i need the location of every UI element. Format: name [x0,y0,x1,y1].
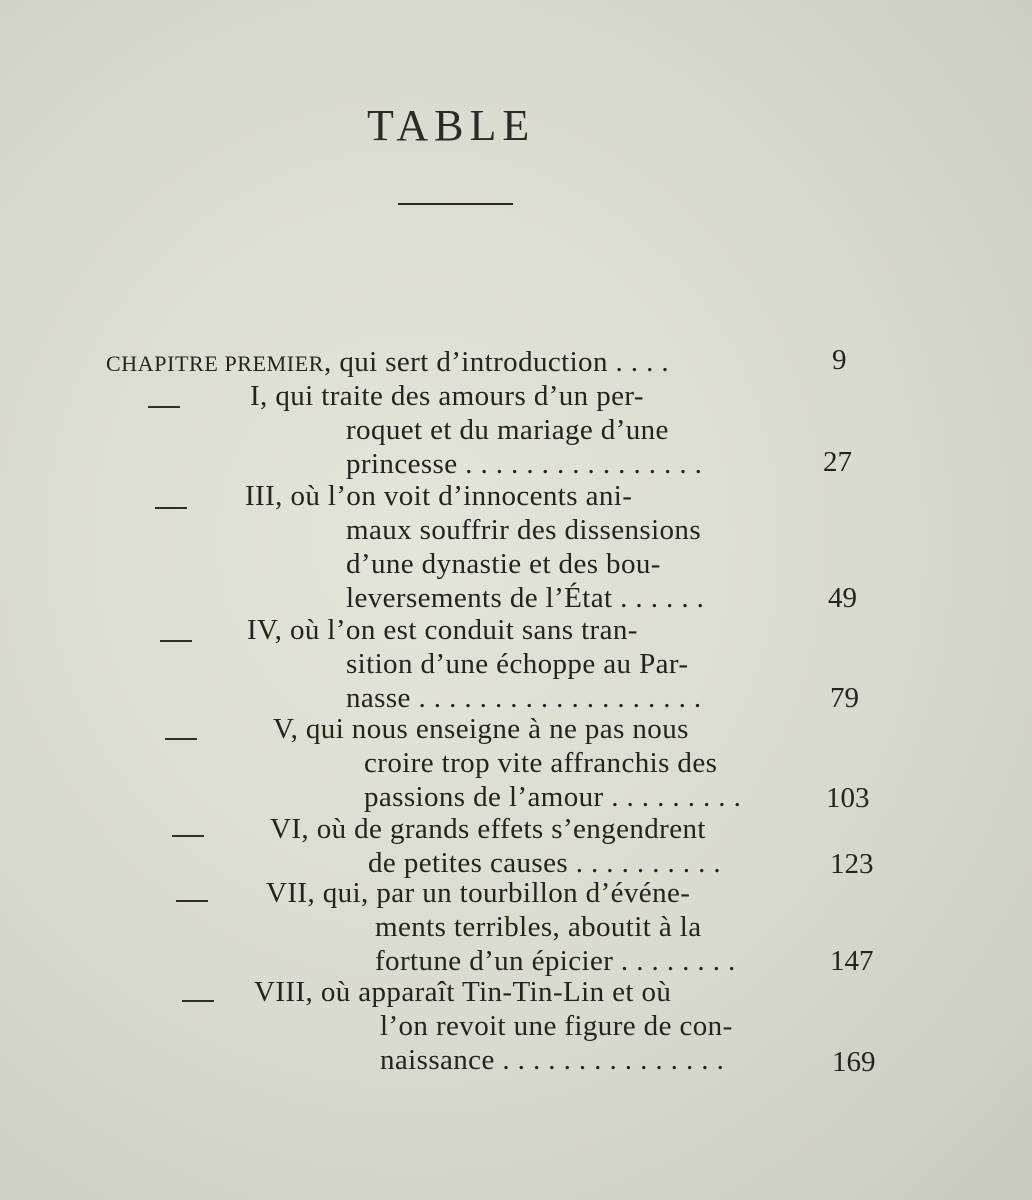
toc-entry-2-page: 49 [828,582,857,614]
toc-entry-2-dash [155,507,187,509]
toc-entry-3-page: 79 [830,682,859,714]
toc-entry-1-line-1: roquet et du mariage d’une [346,414,669,446]
toc-entry-4-line-2: passions de l’amour . . . . . . . . . [364,781,742,813]
toc-entry-1-page: 27 [823,446,852,478]
toc-entry-6-page: 147 [830,945,874,977]
toc-entry-0-text: , qui sert d’introduction . . . . [324,346,670,378]
toc-entry-3-dash [160,640,192,642]
toc-entry-2-line-1: maux souffrir des dissensions [346,514,702,546]
toc-entry-7-line-0: VIII, où apparaît Tin-Tin-Lin et où [254,976,672,1008]
toc-entry-7-line-1: l’on revoit une figure de con- [380,1010,733,1042]
toc-entry-3-line-2: nasse . . . . . . . . . . . . . . . . . . . [346,682,702,714]
title-rule [398,203,513,205]
toc-entry-7-page: 169 [832,1046,876,1078]
toc-entry-6-dash [176,900,208,902]
toc-entry-5-dash [172,835,204,837]
toc-entry-4-line-0: V, qui nous enseigne à ne pas nous [273,713,689,745]
toc-entry-1-line-2: princesse . . . . . . . . . . . . . . . . [346,448,703,480]
toc-entry-1-dash [148,406,180,408]
toc-entry-3-line-1: sition d’une échoppe au Par- [346,648,689,680]
page-title: TABLE [367,101,536,150]
toc-entry-2-line-3: leversements de l’État . . . . . . [346,582,705,614]
toc-entry-2-line-2: d’une dynastie et des bou- [346,548,661,580]
toc-entry-4-page: 103 [826,782,870,814]
toc-entry-2-line-0: III, où l’on voit d’innocents ani- [245,480,633,512]
toc-entry-5-page: 123 [830,848,874,880]
toc-entry-7-line-2: naissance . . . . . . . . . . . . . . . [380,1044,725,1076]
toc-entry-5-line-0: VI, où de grands effets s’engendrent [270,813,706,845]
toc-entry-7-dash [182,1000,214,1002]
toc-entry-6-line-0: VII, qui, par un tourbillon d’événe- [266,877,691,909]
toc-entry-4-dash [165,738,197,740]
toc-entry-4-line-1: croire trop vite affranchis des [364,747,718,779]
toc-entry-6-line-2: fortune d’un épicier . . . . . . . . [375,945,736,977]
toc-entry-0-line-0 [106,346,669,379]
toc-entry-0-page: 9 [832,344,847,376]
toc-entry-6-line-1: ments terribles, aboutit à la [375,911,702,943]
toc-entry-3-line-0: IV, où l’on est conduit sans tran- [247,614,638,646]
chapter-lead-smallcaps: CHAPITRE PREMIER [106,351,325,376]
toc-entry-5-line-1: de petites causes . . . . . . . . . . [368,847,722,879]
toc-entry-1-line-0: I, qui traite des amours d’un per- [250,380,644,412]
